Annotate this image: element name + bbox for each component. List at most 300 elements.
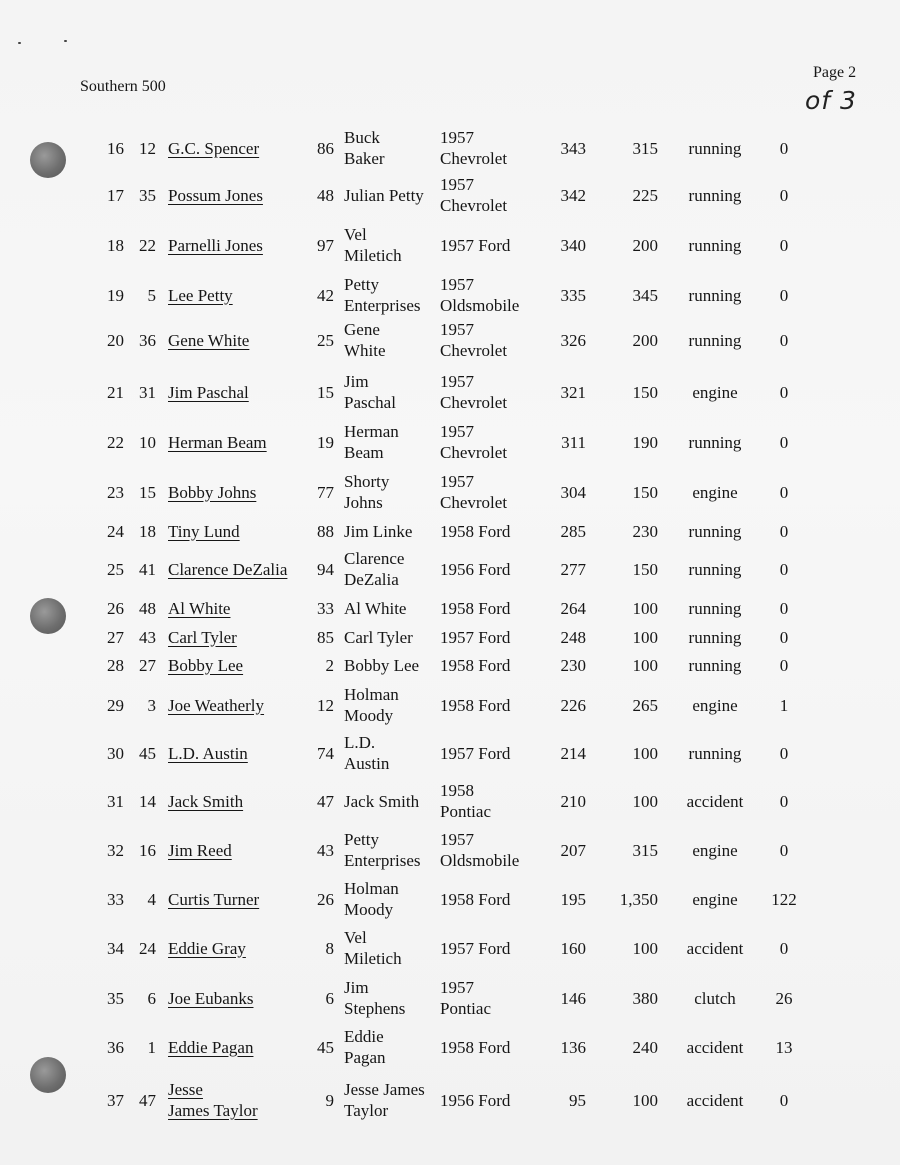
car-make bbox=[440, 889, 510, 910]
laps-completed-line: 146 bbox=[560, 988, 586, 1008]
car-number-line: 48 bbox=[317, 185, 334, 205]
finish-status bbox=[670, 285, 760, 306]
car-number-line: 86 bbox=[317, 138, 334, 158]
driver-name-line: Possum Jones bbox=[168, 185, 263, 205]
laps-completed bbox=[536, 627, 586, 648]
car-make-line: 1957 bbox=[440, 128, 474, 147]
prize-money-line: 240 bbox=[632, 1037, 658, 1057]
laps-led bbox=[764, 185, 804, 206]
start-position bbox=[128, 655, 156, 676]
start-position-line: 48 bbox=[139, 598, 156, 618]
car-owner bbox=[344, 878, 399, 920]
finish-position-line: 28 bbox=[107, 655, 124, 675]
laps-led bbox=[764, 1090, 804, 1111]
car-make bbox=[440, 695, 510, 716]
laps-completed-line: 264 bbox=[560, 598, 586, 618]
driver-name bbox=[168, 285, 233, 306]
finish-status bbox=[670, 559, 760, 580]
finish-position bbox=[94, 655, 124, 676]
car-make-line: Chevrolet bbox=[440, 149, 508, 168]
laps-completed bbox=[536, 840, 586, 861]
car-owner bbox=[344, 829, 420, 871]
finish-status bbox=[670, 743, 760, 764]
laps-completed bbox=[536, 285, 586, 306]
car-owner-line: Baker bbox=[344, 149, 385, 168]
start-position-line: 18 bbox=[139, 521, 156, 541]
finish-status-line: running bbox=[688, 432, 742, 452]
car-owner-line: Enterprises bbox=[344, 851, 421, 870]
driver-name-line: Curtis Turner bbox=[168, 889, 260, 909]
page-number: Page 2 bbox=[813, 64, 857, 81]
start-position bbox=[128, 840, 156, 861]
car-make bbox=[440, 559, 510, 580]
finish-position bbox=[94, 840, 124, 861]
car-number-line: 33 bbox=[317, 598, 334, 618]
finish-position bbox=[94, 432, 124, 453]
car-make bbox=[440, 521, 510, 542]
laps-completed-line: 195 bbox=[560, 889, 586, 909]
laps-led bbox=[764, 627, 804, 648]
driver-name-line: Clarence DeZalia bbox=[168, 559, 288, 579]
laps-led-line: 0 bbox=[779, 521, 789, 541]
finish-position-line: 22 bbox=[107, 432, 124, 452]
car-make bbox=[440, 598, 510, 619]
prize-money bbox=[600, 330, 658, 351]
laps-led bbox=[764, 138, 804, 159]
laps-led-line: 0 bbox=[779, 330, 789, 350]
finish-position-line: 32 bbox=[107, 840, 124, 860]
prize-money bbox=[600, 559, 658, 580]
car-owner-line: Miletich bbox=[344, 246, 402, 265]
driver-name bbox=[168, 138, 259, 159]
car-make-line: 1958 Ford bbox=[440, 521, 511, 541]
laps-led-line: 0 bbox=[779, 791, 789, 811]
laps-led bbox=[764, 988, 804, 1009]
car-number-line: 19 bbox=[317, 432, 334, 452]
car-make-line: 1958 Ford bbox=[440, 655, 511, 675]
finish-position bbox=[94, 330, 124, 351]
finish-position bbox=[94, 285, 124, 306]
laps-completed-line: 285 bbox=[560, 521, 586, 541]
finish-status bbox=[670, 627, 760, 648]
start-position-line: 24 bbox=[139, 938, 156, 958]
prize-money-line: 100 bbox=[632, 598, 658, 618]
finish-position-line: 21 bbox=[107, 382, 124, 402]
finish-position bbox=[94, 1037, 124, 1058]
start-position-line: 1 bbox=[147, 1037, 156, 1057]
laps-led bbox=[764, 285, 804, 306]
finish-status-line: running bbox=[688, 330, 742, 350]
car-owner-line: Holman bbox=[344, 685, 399, 704]
driver-name-line: Eddie Gray bbox=[168, 938, 246, 958]
laps-completed bbox=[536, 791, 586, 812]
start-position bbox=[128, 988, 156, 1009]
car-owner-line: Carl Tyler bbox=[344, 627, 413, 647]
car-number bbox=[300, 695, 334, 716]
laps-led-line: 0 bbox=[779, 432, 789, 452]
car-owner-line: Austin bbox=[344, 754, 390, 773]
driver-name bbox=[168, 743, 248, 764]
finish-position bbox=[94, 185, 124, 206]
car-owner-line: Paschal bbox=[344, 393, 396, 412]
finish-status-line: running bbox=[688, 185, 742, 205]
car-make-line: Chevrolet bbox=[440, 393, 508, 412]
car-number bbox=[300, 482, 334, 503]
car-make-line: 1957 Ford bbox=[440, 938, 511, 958]
laps-completed-line: 160 bbox=[560, 938, 586, 958]
start-position bbox=[128, 521, 156, 542]
driver-name bbox=[168, 185, 263, 206]
driver-name-line: L.D. Austin bbox=[168, 743, 248, 763]
car-number bbox=[300, 285, 334, 306]
finish-position-line: 19 bbox=[107, 285, 124, 305]
prize-money bbox=[600, 695, 658, 716]
driver-name bbox=[168, 330, 249, 351]
finish-status bbox=[670, 840, 760, 861]
car-make-line: 1957 bbox=[440, 372, 474, 391]
prize-money-line: 200 bbox=[632, 330, 658, 350]
car-owner-line: Herman bbox=[344, 422, 399, 441]
laps-led bbox=[764, 521, 804, 542]
finish-status-line: engine bbox=[692, 840, 738, 860]
start-position bbox=[128, 382, 156, 403]
car-owner-line: White bbox=[344, 341, 386, 360]
laps-completed bbox=[536, 559, 586, 580]
finish-status-line: clutch bbox=[694, 988, 736, 1008]
prize-money bbox=[600, 285, 658, 306]
prize-money bbox=[600, 598, 658, 619]
laps-completed bbox=[536, 743, 586, 764]
laps-completed bbox=[536, 889, 586, 910]
start-position-line: 4 bbox=[147, 889, 156, 909]
start-position bbox=[128, 743, 156, 764]
finish-status-line: running bbox=[688, 235, 742, 255]
finish-status bbox=[670, 938, 760, 959]
driver-name-line: Joe Eubanks bbox=[168, 988, 254, 1008]
car-make-line: 1958 Ford bbox=[440, 1037, 511, 1057]
finish-status-line: running bbox=[688, 743, 742, 763]
finish-position-line: 23 bbox=[107, 482, 124, 502]
car-number-line: 74 bbox=[317, 743, 334, 763]
finish-status bbox=[670, 235, 760, 256]
car-make bbox=[440, 829, 519, 871]
start-position-line: 3 bbox=[147, 695, 156, 715]
laps-completed-line: 321 bbox=[560, 382, 586, 402]
finish-position-line: 30 bbox=[107, 743, 124, 763]
car-make bbox=[440, 371, 507, 413]
car-owner-line: Bobby Lee bbox=[344, 655, 420, 675]
car-number-line: 6 bbox=[325, 988, 334, 1008]
car-owner-line: DeZalia bbox=[344, 570, 399, 589]
laps-completed-line: 248 bbox=[560, 627, 586, 647]
car-make bbox=[440, 655, 510, 676]
scan-speck bbox=[64, 40, 67, 42]
car-owner-line: Vel bbox=[344, 225, 367, 244]
finish-status bbox=[670, 1090, 760, 1111]
car-owner-line: Vel bbox=[344, 928, 367, 947]
finish-position-line: 36 bbox=[107, 1037, 124, 1057]
start-position-line: 6 bbox=[147, 988, 156, 1008]
laps-completed bbox=[536, 1037, 586, 1058]
laps-led-line: 26 bbox=[775, 988, 793, 1008]
car-number-line: 45 bbox=[317, 1037, 334, 1057]
car-owner-line: Jim Linke bbox=[344, 521, 413, 541]
car-owner bbox=[344, 927, 402, 969]
laps-led-line: 0 bbox=[779, 743, 789, 763]
car-make-line: Pontiac bbox=[440, 999, 491, 1018]
car-number bbox=[300, 330, 334, 351]
laps-completed bbox=[536, 695, 586, 716]
start-position-line: 31 bbox=[139, 382, 156, 402]
car-owner-line: Enterprises bbox=[344, 296, 421, 315]
laps-completed-line: 340 bbox=[560, 235, 586, 255]
start-position bbox=[128, 1037, 156, 1058]
car-number-line: 12 bbox=[317, 695, 334, 715]
laps-led-line: 0 bbox=[779, 938, 789, 958]
car-number bbox=[300, 627, 334, 648]
finish-position bbox=[94, 235, 124, 256]
finish-position bbox=[94, 791, 124, 812]
prize-money bbox=[600, 138, 658, 159]
car-owner-line: Pagan bbox=[344, 1048, 386, 1067]
car-owner-line: Jack Smith bbox=[344, 791, 420, 811]
laps-led bbox=[764, 889, 804, 910]
finish-position bbox=[94, 482, 124, 503]
laps-led bbox=[764, 330, 804, 351]
car-make bbox=[440, 977, 491, 1019]
car-owner-line: Taylor bbox=[344, 1101, 389, 1120]
finish-position bbox=[94, 938, 124, 959]
finish-position bbox=[94, 138, 124, 159]
car-make-line: 1958 Ford bbox=[440, 598, 511, 618]
prize-money bbox=[600, 382, 658, 403]
finish-status bbox=[670, 695, 760, 716]
laps-led-line: 0 bbox=[779, 235, 789, 255]
driver-name-line: Bobby Lee bbox=[168, 655, 244, 675]
car-number bbox=[300, 598, 334, 619]
finish-position-line: 27 bbox=[107, 627, 124, 647]
prize-money-line: 100 bbox=[632, 743, 658, 763]
car-number bbox=[300, 559, 334, 580]
finish-position-line: 34 bbox=[107, 938, 124, 958]
prize-money-line: 190 bbox=[632, 432, 658, 452]
car-make-line: 1958 Ford bbox=[440, 695, 511, 715]
laps-completed-line: 277 bbox=[560, 559, 586, 579]
car-owner-line: Holman bbox=[344, 879, 399, 898]
driver-name bbox=[168, 1079, 258, 1121]
car-number-line: 88 bbox=[317, 521, 334, 541]
laps-led bbox=[764, 695, 804, 716]
car-owner-line: Al White bbox=[344, 598, 407, 618]
finish-position-line: 35 bbox=[107, 988, 124, 1008]
driver-name-line: G.C. Spencer bbox=[168, 138, 260, 158]
car-owner bbox=[344, 127, 385, 169]
driver-name bbox=[168, 695, 264, 716]
driver-name bbox=[168, 432, 267, 453]
laps-led bbox=[764, 482, 804, 503]
laps-completed bbox=[536, 382, 586, 403]
finish-status-line: running bbox=[688, 655, 742, 675]
finish-position-line: 17 bbox=[107, 185, 124, 205]
car-number bbox=[300, 382, 334, 403]
laps-led bbox=[764, 235, 804, 256]
laps-led-line: 0 bbox=[779, 559, 789, 579]
car-make bbox=[440, 127, 507, 169]
driver-name-line: Jack Smith bbox=[168, 791, 244, 811]
driver-name-line: Tiny Lund bbox=[168, 521, 240, 541]
car-owner bbox=[344, 598, 406, 619]
driver-name bbox=[168, 889, 259, 910]
laps-led-line: 0 bbox=[779, 482, 789, 502]
binder-hole-middle bbox=[30, 598, 66, 634]
car-owner bbox=[344, 185, 424, 206]
car-owner-line: Jim bbox=[344, 978, 369, 997]
prize-money-line: 200 bbox=[632, 235, 658, 255]
laps-completed bbox=[536, 598, 586, 619]
car-make-line: Oldsmobile bbox=[440, 296, 520, 315]
laps-led-line: 0 bbox=[779, 285, 789, 305]
laps-completed bbox=[536, 988, 586, 1009]
prize-money-line: 230 bbox=[632, 521, 658, 541]
finish-position-line: 16 bbox=[107, 138, 124, 158]
start-position bbox=[128, 1090, 156, 1111]
finish-status bbox=[670, 655, 760, 676]
car-number-line: 47 bbox=[317, 791, 334, 811]
car-number-line: 94 bbox=[317, 559, 334, 579]
driver-name bbox=[168, 938, 246, 959]
driver-name bbox=[168, 840, 232, 861]
car-owner-line: Johns bbox=[344, 493, 383, 512]
prize-money-line: 315 bbox=[632, 138, 658, 158]
start-position-line: 43 bbox=[139, 627, 156, 647]
car-make-line: Oldsmobile bbox=[440, 851, 520, 870]
car-number-line: 85 bbox=[317, 627, 334, 647]
laps-completed bbox=[536, 235, 586, 256]
finish-position bbox=[94, 889, 124, 910]
car-owner-line: Moody bbox=[344, 706, 394, 725]
finish-status-line: accident bbox=[686, 938, 744, 958]
laps-led-line: 0 bbox=[779, 655, 789, 675]
start-position bbox=[128, 330, 156, 351]
finish-position bbox=[94, 521, 124, 542]
car-make-line: Chevrolet bbox=[440, 443, 508, 462]
driver-name bbox=[168, 627, 237, 648]
car-owner-line: Julian Petty bbox=[344, 185, 424, 205]
driver-name-line: James Taylor bbox=[168, 1101, 258, 1120]
prize-money bbox=[600, 988, 658, 1009]
finish-status-line: running bbox=[688, 285, 742, 305]
driver-name-line: Carl Tyler bbox=[168, 627, 237, 647]
car-number-line: 8 bbox=[325, 938, 334, 958]
laps-led-line: 0 bbox=[779, 138, 789, 158]
car-make-line: Pontiac bbox=[440, 802, 491, 821]
car-make bbox=[440, 938, 510, 959]
finish-status bbox=[670, 382, 760, 403]
car-number-line: 97 bbox=[317, 235, 334, 255]
laps-led bbox=[764, 559, 804, 580]
laps-led-line: 0 bbox=[779, 185, 789, 205]
driver-name-line: Parnelli Jones bbox=[168, 235, 263, 255]
car-make bbox=[440, 627, 510, 648]
finish-status bbox=[670, 330, 760, 351]
car-owner-line: Miletich bbox=[344, 949, 402, 968]
car-owner bbox=[344, 791, 419, 812]
driver-name bbox=[168, 655, 243, 676]
prize-money-line: 150 bbox=[632, 382, 658, 402]
prize-money bbox=[600, 1037, 658, 1058]
prize-money bbox=[600, 627, 658, 648]
finish-position bbox=[94, 743, 124, 764]
car-make bbox=[440, 780, 491, 822]
car-make bbox=[440, 1037, 510, 1058]
laps-completed-line: 343 bbox=[560, 138, 586, 158]
start-position bbox=[128, 695, 156, 716]
laps-completed bbox=[536, 330, 586, 351]
prize-money bbox=[600, 185, 658, 206]
laps-led bbox=[764, 432, 804, 453]
prize-money-line: 100 bbox=[632, 655, 658, 675]
start-position bbox=[128, 138, 156, 159]
start-position-line: 12 bbox=[139, 138, 156, 158]
start-position-line: 14 bbox=[139, 791, 156, 811]
start-position bbox=[128, 938, 156, 959]
prize-money bbox=[600, 655, 658, 676]
laps-led-line: 0 bbox=[779, 598, 789, 618]
prize-money-line: 150 bbox=[632, 559, 658, 579]
start-position-line: 5 bbox=[147, 285, 156, 305]
laps-completed-line: 207 bbox=[560, 840, 586, 860]
start-position bbox=[128, 482, 156, 503]
laps-completed-line: 136 bbox=[560, 1037, 586, 1057]
prize-money-line: 100 bbox=[632, 627, 658, 647]
prize-money-line: 100 bbox=[632, 1090, 658, 1110]
finish-position bbox=[94, 382, 124, 403]
car-owner-line: Clarence bbox=[344, 549, 405, 568]
laps-completed-line: 304 bbox=[560, 482, 586, 502]
car-number bbox=[300, 432, 334, 453]
prize-money bbox=[600, 1090, 658, 1111]
car-owner bbox=[344, 627, 413, 648]
start-position-line: 10 bbox=[139, 432, 156, 452]
car-owner bbox=[344, 655, 419, 676]
finish-status bbox=[670, 598, 760, 619]
car-make-line: Chevrolet bbox=[440, 341, 508, 360]
finish-position bbox=[94, 1090, 124, 1111]
car-make-line: 1957 bbox=[440, 320, 474, 339]
car-make-line: 1957 bbox=[440, 830, 474, 849]
prize-money-line: 315 bbox=[632, 840, 658, 860]
car-owner-line: Petty bbox=[344, 275, 379, 294]
car-make-line: 1957 bbox=[440, 978, 474, 997]
car-number-line: 15 bbox=[317, 382, 334, 402]
car-number-line: 43 bbox=[317, 840, 334, 860]
finish-status-line: running bbox=[688, 138, 742, 158]
laps-led-line: 1 bbox=[779, 695, 789, 715]
car-number bbox=[300, 138, 334, 159]
finish-status bbox=[670, 138, 760, 159]
laps-led-line: 0 bbox=[779, 627, 789, 647]
prize-money-line: 150 bbox=[632, 482, 658, 502]
start-position bbox=[128, 627, 156, 648]
car-owner bbox=[344, 1079, 425, 1121]
prize-money-line: 225 bbox=[632, 185, 658, 205]
laps-led bbox=[764, 840, 804, 861]
finish-position-line: 37 bbox=[107, 1090, 124, 1110]
finish-position-line: 18 bbox=[107, 235, 124, 255]
laps-completed-line: 230 bbox=[560, 655, 586, 675]
start-position-line: 27 bbox=[139, 655, 156, 675]
laps-completed-line: 226 bbox=[560, 695, 586, 715]
